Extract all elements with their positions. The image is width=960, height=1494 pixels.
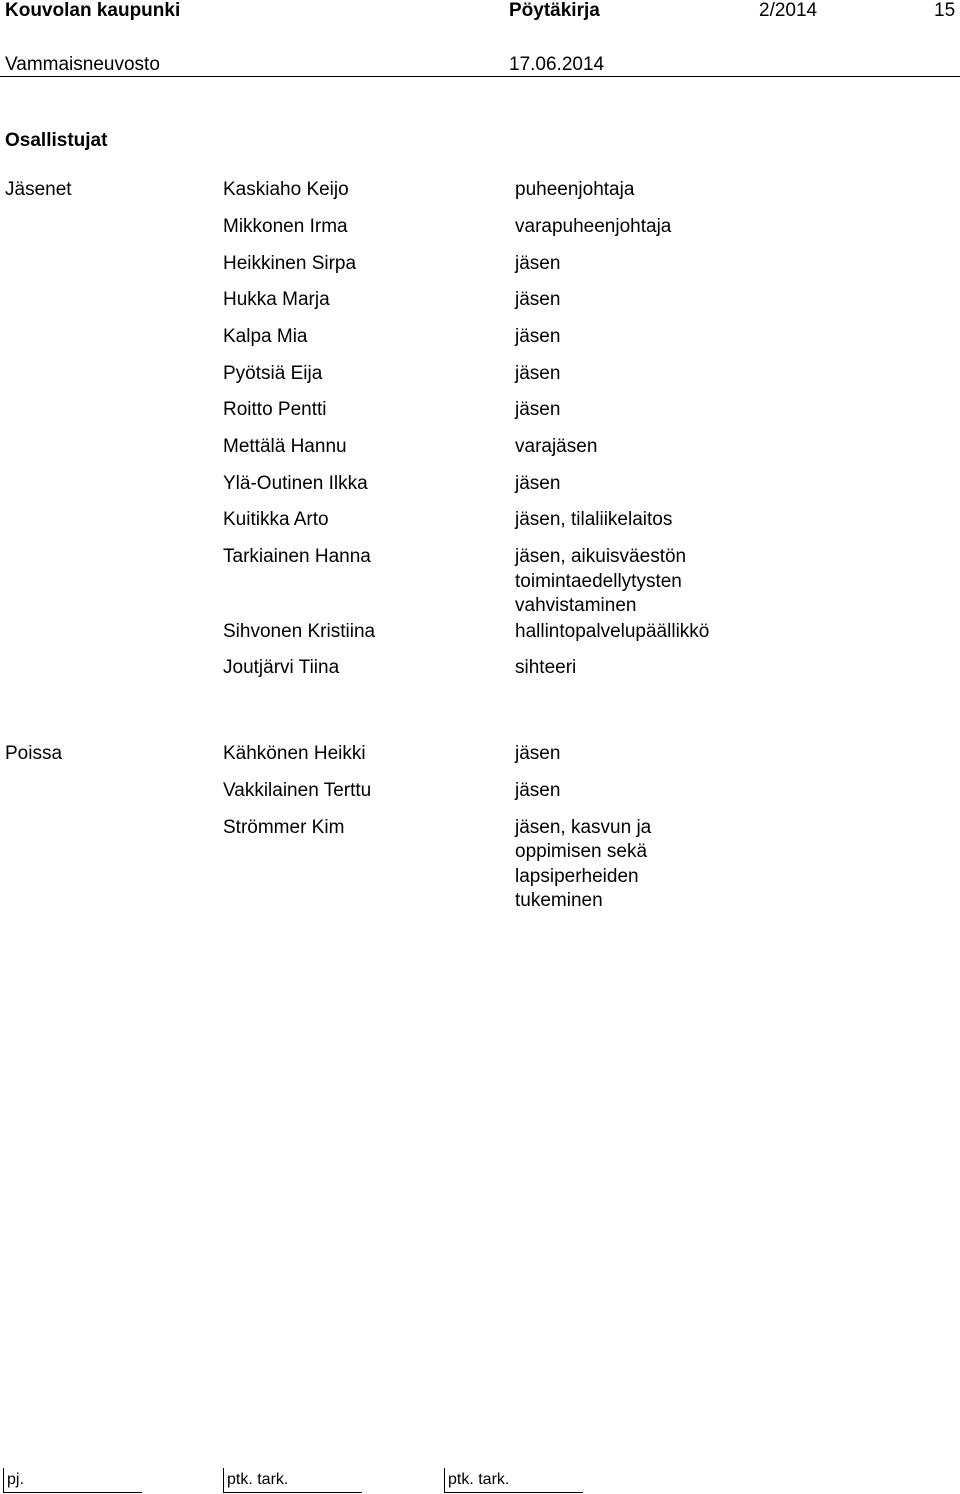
signature-field-checker-1 bbox=[223, 1468, 362, 1493]
participant-name: Kalpa Mia bbox=[223, 325, 308, 347]
participant-role: jäsen, aikuisväestön bbox=[515, 546, 687, 567]
participant-role: varapuheenjohtaja bbox=[515, 215, 672, 237]
header-org: Kouvolan kaupunki bbox=[5, 0, 181, 21]
participant-role: jäsen bbox=[515, 780, 561, 801]
signature-field-checker-2 bbox=[444, 1468, 583, 1493]
participant-role: puheenjohtaja bbox=[515, 179, 635, 200]
participant-role: tukeminen bbox=[515, 890, 603, 911]
participant-role: jäsen bbox=[515, 252, 561, 274]
signature-label: pj. bbox=[7, 1471, 24, 1488]
participant-role: jäsen, tilaliikelaitos bbox=[515, 509, 673, 530]
participant-name: Kuitikka Arto bbox=[223, 509, 329, 530]
participant-role: jäsen bbox=[515, 289, 561, 310]
participant-role: sihteeri bbox=[515, 657, 577, 678]
participant-role: jäsen bbox=[515, 399, 561, 420]
participant-role: jäsen, kasvun ja bbox=[515, 816, 652, 838]
participant-name: Heikkinen Sirpa bbox=[223, 252, 357, 274]
header-doc-type: Pöytäkirja bbox=[509, 0, 600, 21]
participant-role: vahvistaminen bbox=[515, 595, 637, 616]
participant-role: hallintopalvelupäällikkö bbox=[515, 620, 710, 642]
participant-name: Sihvonen Kristiina bbox=[223, 620, 376, 642]
participant-role: varajäsen bbox=[515, 436, 598, 457]
participant-role: jäsen bbox=[515, 362, 561, 384]
section-title: Osallistujat bbox=[5, 130, 108, 151]
participant-role: jäsen bbox=[515, 743, 561, 764]
participant-name: Mettälä Hannu bbox=[223, 436, 347, 457]
header-doc-number: 2/2014 bbox=[759, 0, 818, 21]
participant-name: Joutjärvi Tiina bbox=[223, 657, 340, 678]
participant-name: Tarkiainen Hanna bbox=[223, 546, 371, 567]
participant-role: toimintaedellytysten bbox=[515, 570, 682, 592]
participant-name: Pyötsiä Eija bbox=[223, 362, 323, 384]
signature-label: ptk. tark. bbox=[448, 1471, 510, 1488]
participant-name: Vakkilainen Terttu bbox=[223, 780, 372, 801]
header-body: Vammaisneuvosto bbox=[5, 54, 160, 75]
participant-name: Strömmer Kim bbox=[223, 816, 345, 838]
participant-name: Roitto Pentti bbox=[223, 399, 327, 420]
header-page-number: 15 bbox=[934, 0, 956, 21]
participant-name: Ylä-Outinen Ilkka bbox=[223, 472, 368, 494]
group-label: Jäsenet bbox=[5, 179, 72, 200]
participant-name: Kähkönen Heikki bbox=[223, 743, 366, 764]
header-rule bbox=[0, 76, 960, 77]
participant-role: lapsiperheiden bbox=[515, 865, 639, 887]
participant-role: oppimisen sekä bbox=[515, 841, 648, 862]
participant-name: Mikkonen Irma bbox=[223, 215, 348, 237]
header-date: 17.06.2014 bbox=[509, 54, 605, 75]
participant-role: jäsen bbox=[515, 472, 561, 494]
participant-name: Hukka Marja bbox=[223, 289, 330, 310]
participant-name: Kaskiaho Keijo bbox=[223, 179, 349, 200]
signature-field-chair bbox=[3, 1468, 142, 1493]
signature-label: ptk. tark. bbox=[227, 1471, 289, 1488]
group-label: Poissa bbox=[5, 743, 63, 764]
participant-role: jäsen bbox=[515, 325, 561, 347]
